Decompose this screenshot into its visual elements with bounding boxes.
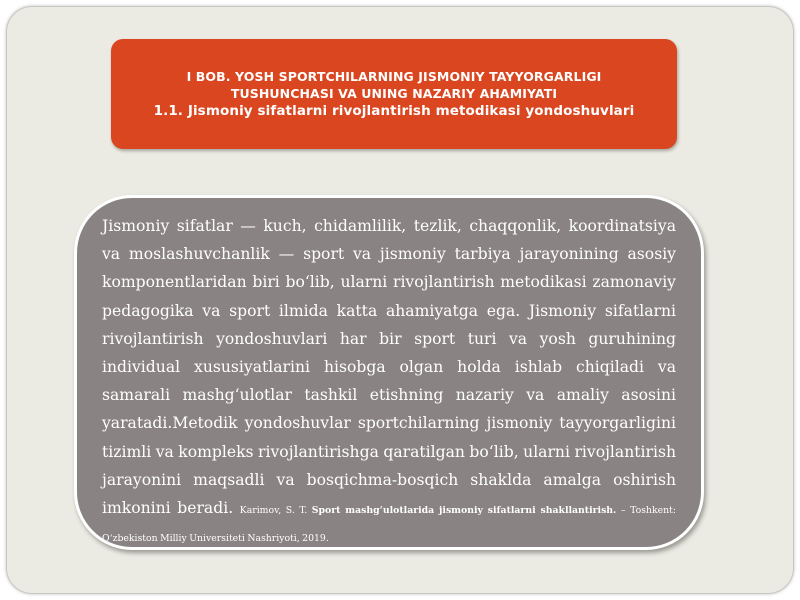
- chapter-title-line-2: TUSHUNCHASI VA UNING NAZARIY AHAMIYATI: [230, 86, 558, 101]
- citation-title: Sport mashg‘ulotlarida jismoniy sifatlarni shakllantirish.: [311, 505, 617, 517]
- content-panel: [74, 195, 704, 550]
- chapter-title-line-1: I BOB. YOSH SPORTCHILARNING JISMONIY TAYYORGARLIGI: [186, 69, 602, 84]
- body-paragraph: [102, 212, 676, 550]
- title-banner: [111, 39, 677, 149]
- citation-publisher: – Toshkent: O‘zbekiston Milliy Universiteti Nashriyoti, 2019.: [102, 505, 676, 545]
- slide-background: [6, 6, 794, 594]
- citation-author: Karimov, S. T.: [239, 505, 308, 517]
- section-title: 1.1. Jismoniy sifatlarni rivojlantirish metodikasi yondoshuvlari: [153, 103, 635, 119]
- body-text: Jismoniy sifatlar — kuch, chidamlilik, tezlik, chaqqonlik, koordinatsiya va moslashuvchanlik — sport va jismoniy tarbiya jarayonining asosiy komponentlaridan biri bo‘lib, ularni rivojlantirish metodikasi zamonaviy pedagogika va sport ilmida katta ahamiyatga ega. Jismoniy sifatlarni rivojlantirish yondoshuvlari har bir sport turi va yosh guruhining individual xususiyatlarini hisobga olgan holda ishlab chiqiladi va samarali mashg‘ulotlar tashkil etishning nazariy va amaliy asosini yaratadi.Metodik yondoshuvlar sportchilarning jismoniy tayyorgarligini tizimli va kompleks rivojlantirishga qaratilgan bo‘lib, ularni rivojlantirish jarayonini maqsadli va bosqichma-bosqich shaklda amalga oshirish imkonini beradi.: [102, 217, 676, 518]
